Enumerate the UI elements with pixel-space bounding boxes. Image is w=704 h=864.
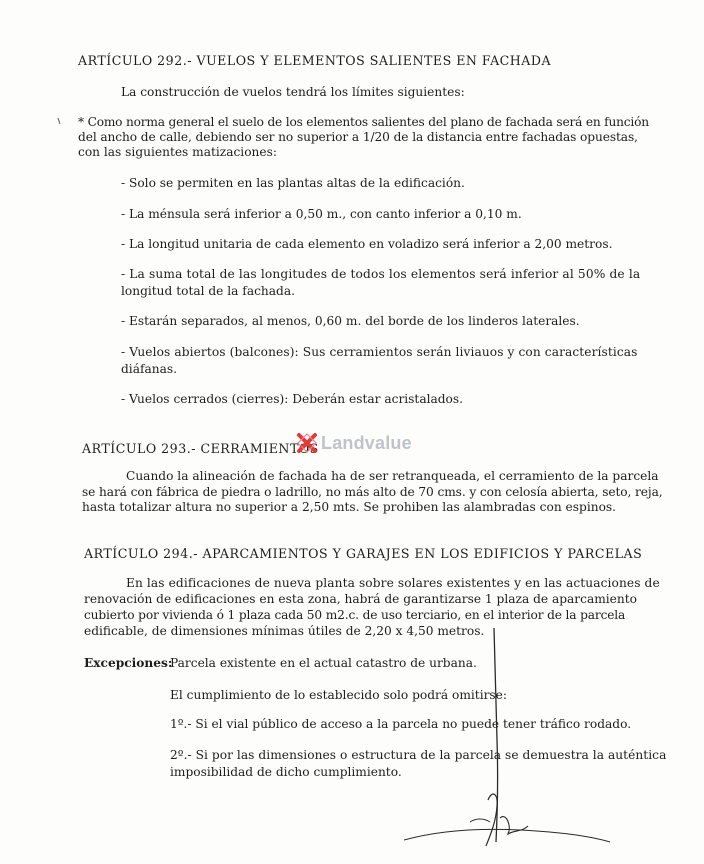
condition-1: 1º.- Si el vial público de acceso a la parcela no puede tener tráfico rodado. xyxy=(170,717,632,731)
article-294-line-2: renovación de edificaciones en esta zona, habrá de garantizarse 1 plaza de aparcamiento xyxy=(84,592,637,606)
condition-2-line-2: imposibilidad de dicho cumplimiento. xyxy=(170,765,402,779)
article-292-paragraph-line-1: * Como norma general el suelo de los elementos salientes del plano de fachada será en función xyxy=(78,115,649,129)
article-294-line-3: cubierto por vivienda ó 1 plaza cada 50 m2.c. de uso terciario, en el interior de la parcela xyxy=(84,608,626,622)
bullet-total-length-line-2: longitud total de la fachada. xyxy=(121,284,295,298)
article-292-intro: La construcción de vuelos tendrá los límites siguientes: xyxy=(121,85,465,99)
bullet-open-balconies-line-2: diáfanas. xyxy=(121,362,177,376)
article-294-heading: ARTÍCULO 294.- APARCAMIENTOS Y GARAJES EN LOS EDIFICIOS Y PARCELAS xyxy=(84,546,643,561)
article-292-heading: ARTÍCULO 292.- VUELOS Y ELEMENTOS SALIENTES EN FACHADA xyxy=(78,53,552,68)
article-292-paragraph-line-2: del ancho de calle, debiendo ser no superior a 1/20 de la distancia entre fachadas opuestas, xyxy=(78,130,638,144)
article-292-paragraph-line-3: con las siguientes matizaciones: xyxy=(78,145,277,159)
bullet-upper-floors: - Solo se permiten en las plantas altas de la edificación. xyxy=(121,176,465,190)
exceptions-label: Excepciones: xyxy=(84,656,173,670)
article-293-line-1: Cuando la alineación de fachada ha de ser retranqueada, el cerramiento de la parcela xyxy=(126,469,659,483)
article-293-heading: ARTÍCULO 293.- CERRAMIENTOS xyxy=(82,441,319,456)
bullet-open-balconies-line-1: - Vuelos abiertos (balcones): Sus cerramientos serán liviauos y con características xyxy=(121,345,638,359)
bullet-closed-balconies: - Vuelos cerrados (cierres): Deberán estar acristalados. xyxy=(121,392,464,406)
bullet-mensula: - La ménsula será inferior a 0,50 m., con canto inferior a 0,10 m. xyxy=(121,207,522,221)
article-294-line-4: edificable, de dimensiones mínimas útiles de 2,20 x 4,50 metros. xyxy=(84,624,485,638)
article-293-line-3: hasta totalizar altura no superior a 2,50 mts. Se prohiben las alambradas con espinos. xyxy=(82,500,617,514)
exceptions-text: Parcela existente en el actual catastro de urbana. xyxy=(170,656,477,670)
article-293-line-2: se hará con fábrica de piedra o ladrillo, no más alto de 70 cms. y con celosía abierta, seto, reja, xyxy=(82,485,663,499)
condition-2-line-1: 2º.- Si por las dimensiones o estructura de la parcela se demuestra la auténtica xyxy=(170,748,667,762)
bullet-total-length-line-1: - La suma total de las longitudes de todos los elementos será inferior al 50% de la xyxy=(121,267,641,281)
article-294-line-1: En las edificaciones de nueva planta sobre solares existentes y en las actuaciones de xyxy=(126,576,660,590)
bullet-unit-length: - La longitud unitaria de cada elemento en voladizo será inferior a 2,00 metros. xyxy=(121,237,613,251)
bullet-separation: - Estarán separados, al menos, 0,60 m. del borde de los linderos laterales. xyxy=(121,314,580,328)
omission-intro: El cumplimiento de lo establecido solo podrá omitirse: xyxy=(170,688,507,702)
watermark-text: Landvalue xyxy=(321,432,412,453)
